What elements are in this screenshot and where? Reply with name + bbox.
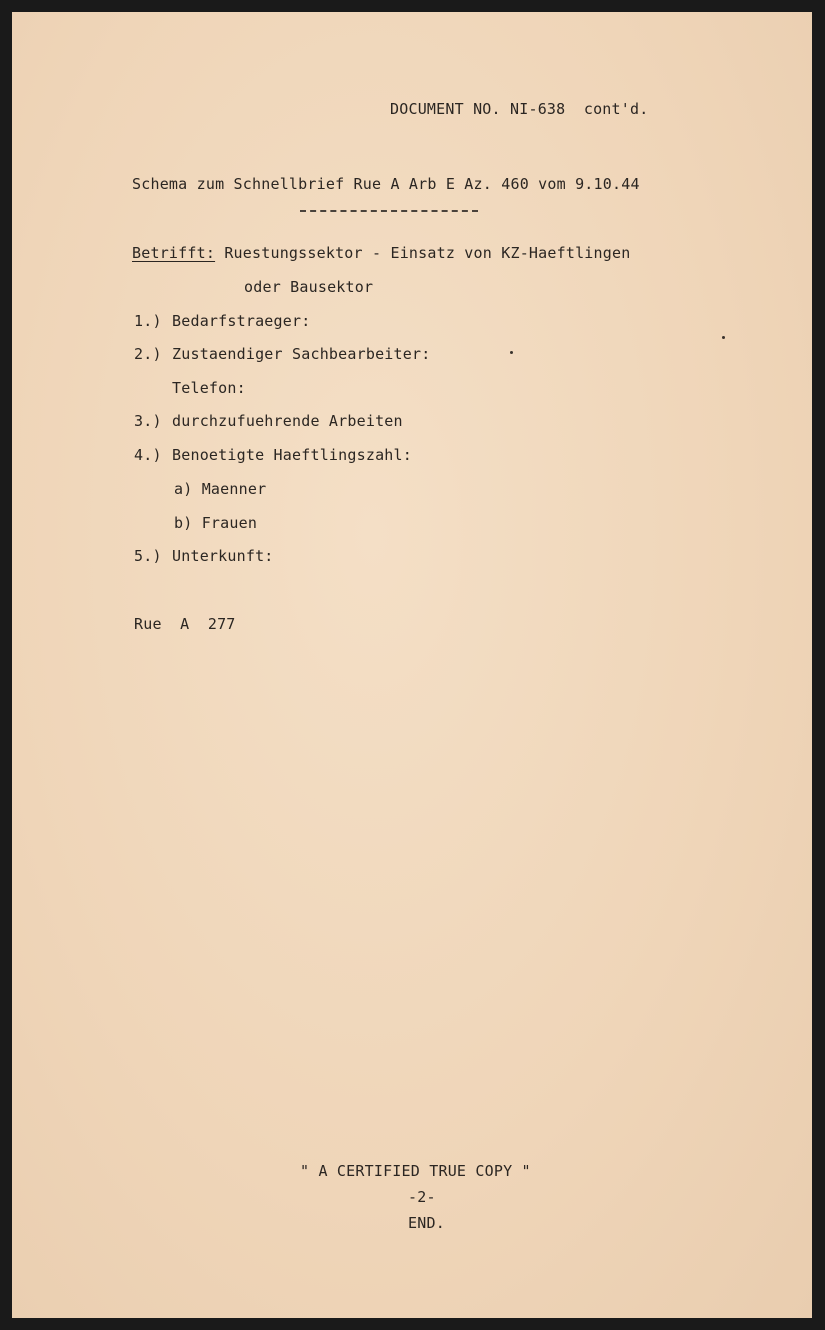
page-number: -2- bbox=[408, 1188, 436, 1206]
subject-label: Betrifft: bbox=[132, 244, 216, 262]
separator-line bbox=[300, 210, 478, 212]
reference-code: Rue A 277 bbox=[134, 615, 236, 633]
list-item-telefon: Telefon: bbox=[172, 379, 246, 397]
list-item-5-num: 5.) bbox=[134, 547, 162, 565]
list-item-2-text: Zustaendiger Sachbearbeiter: bbox=[172, 345, 431, 363]
list-item-3-text: durchzufuehrende Arbeiten bbox=[172, 412, 403, 430]
schema-title: Schema zum Schnellbrief Rue A Arb E Az. 460 vom 9.10.44 bbox=[132, 175, 640, 193]
end-marker: END. bbox=[408, 1214, 445, 1232]
list-item-5-text: Unterkunft: bbox=[172, 547, 274, 565]
list-item-2-num: 2.) bbox=[134, 345, 162, 363]
subject-line bbox=[132, 244, 630, 262]
document-page bbox=[12, 12, 812, 1318]
list-item-frauen: b) Frauen bbox=[174, 514, 258, 532]
subject-text-line2: oder Bausektor bbox=[244, 278, 374, 296]
list-item-4-text: Benoetigte Haeftlingszahl: bbox=[172, 446, 412, 464]
list-item-1-num: 1.) bbox=[134, 312, 162, 330]
list-item-3-num: 3.) bbox=[134, 412, 162, 430]
list-item-4-num: 4.) bbox=[134, 446, 162, 464]
subject-text-line1: Ruestungssektor - Einsatz von KZ-Haeftlingen bbox=[224, 244, 631, 262]
list-item-1-text: Bedarfstraeger: bbox=[172, 312, 311, 330]
document-number: DOCUMENT NO. NI-638 cont'd. bbox=[390, 100, 649, 118]
ink-speck bbox=[722, 336, 725, 339]
certified-copy-stamp: " A CERTIFIED TRUE COPY " bbox=[300, 1162, 531, 1180]
ink-speck bbox=[510, 351, 513, 354]
list-item-maenner: a) Maenner bbox=[174, 480, 267, 498]
